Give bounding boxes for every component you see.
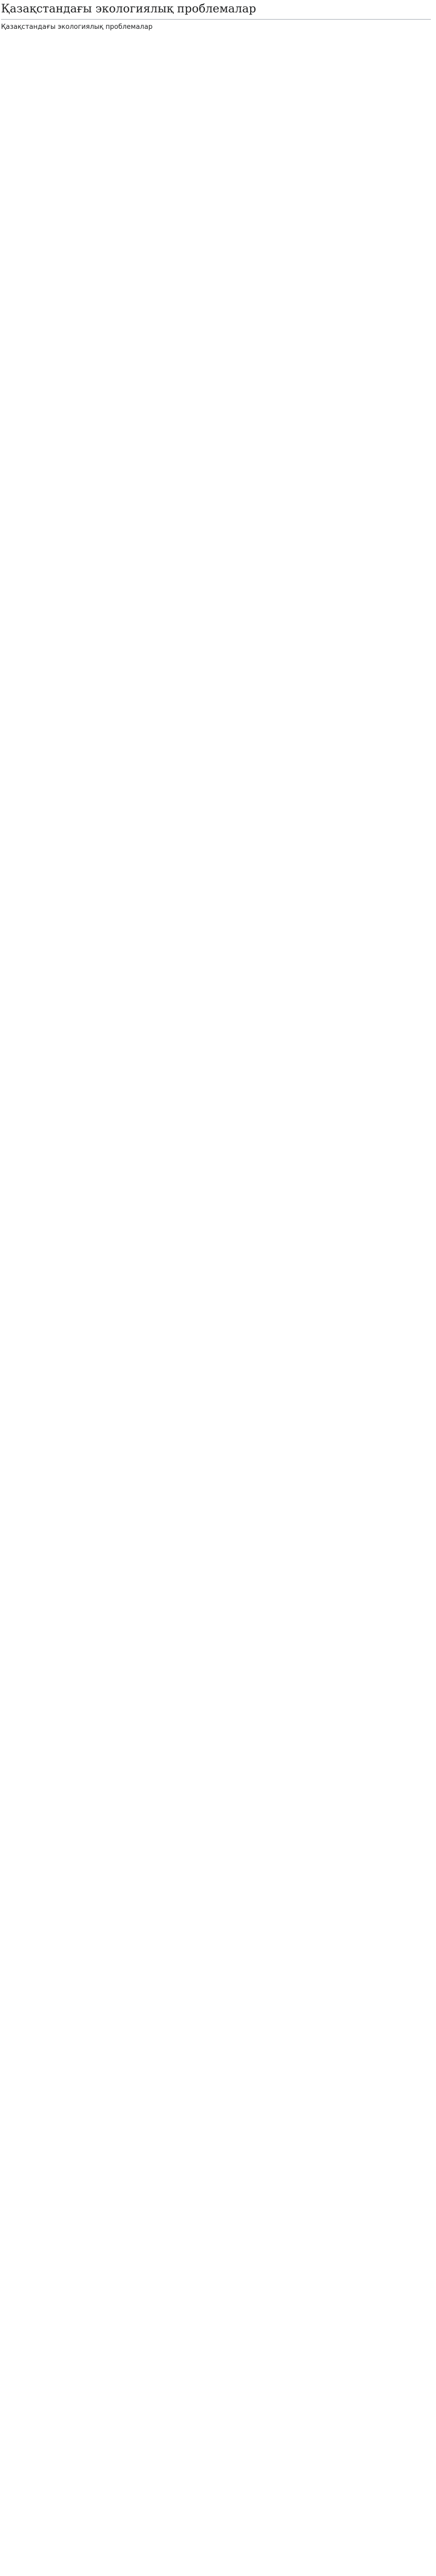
page-title: Қазақстандағы экологиялық проблемалар bbox=[1, 2, 431, 20]
page-subtitle: Қазақстандағы экологиялық проблемалар bbox=[1, 23, 153, 31]
article-body bbox=[1, 36, 431, 2576]
